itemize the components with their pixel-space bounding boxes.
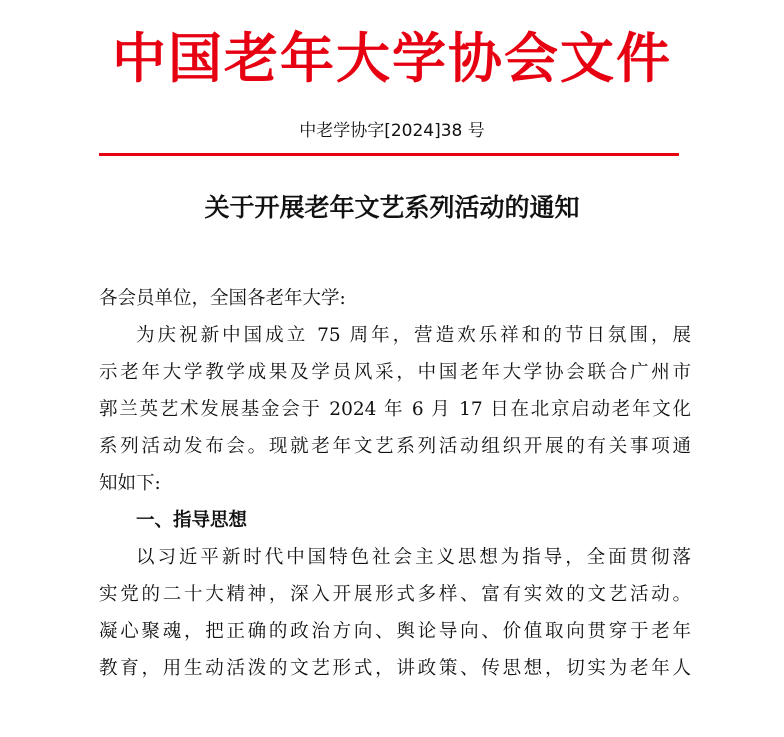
org-header-title: 中国老年大学协会文件 [112, 26, 672, 90]
paragraph-2-line: 实党的二十大精神，深入开展形式多样、富有实效的文艺活动。 [99, 584, 691, 605]
notice-body [99, 280, 691, 687]
paragraph-2-line: 教育，用生动活泼的文艺形式，讲政策、传思想，切实为老年人 [99, 658, 691, 679]
document-number: 中老学协字[2024]38 号 [299, 121, 485, 141]
section-heading-guiding-ideology: 一、指导思想 [136, 510, 248, 531]
paragraph-1-line: 系列活动发布会。现就老年文艺系列活动组织开展的有关事项通 [99, 436, 691, 457]
paragraph-1-line: 为庆祝新中国成立 75 周年，营造欢乐祥和的节日氛围，展 [136, 325, 691, 346]
paragraph-1-line: 郭兰英艺术发展基金会于 2024 年 6 月 17 日在北京启动老年文化 [99, 399, 691, 420]
salutation: 各会员单位，全国各老年大学: [99, 288, 346, 309]
notice-title: 关于开展老年文艺系列活动的通知 [204, 193, 580, 222]
paragraph-1-line: 示老年大学教学成果及学员风采，中国老年大学协会联合广州市 [99, 362, 691, 383]
paragraph-1-line: 知如下: [99, 473, 161, 494]
red-divider-line [99, 153, 679, 156]
paragraph-2-line: 以习近平新时代中国特色社会主义思想为指导，全面贯彻落 [136, 547, 691, 568]
paragraph-2-line: 凝心聚魂，把正确的政治方向、舆论导向、价值取向贯穿于老年 [99, 621, 691, 642]
